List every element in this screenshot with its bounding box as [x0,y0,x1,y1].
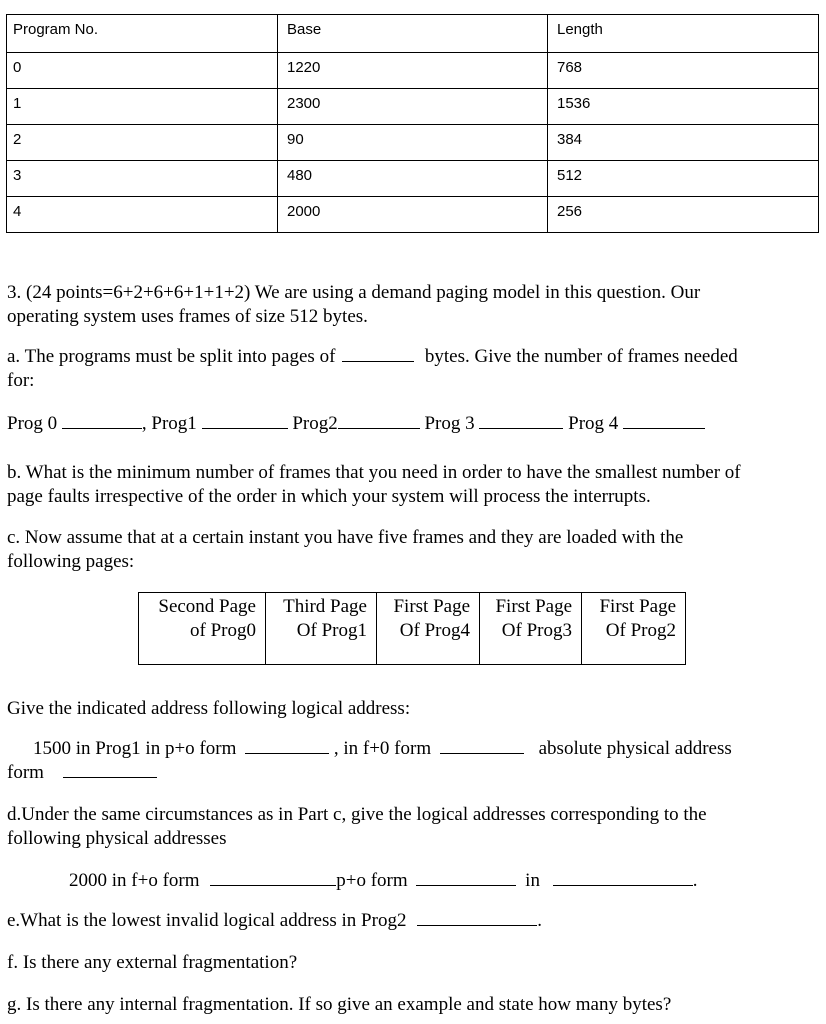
table-header-row [7,15,819,53]
part-a-line1 [7,346,738,368]
part-a-line2: for: [7,370,35,391]
addr-1500-label: 1500 in Prog1 in p+o form [33,738,237,759]
prog0-label: Prog 0 [7,413,58,434]
header-base: Base [278,15,548,53]
f0-form-blank[interactable] [440,753,524,754]
table-row [7,197,819,233]
d-in-blank[interactable] [553,885,693,886]
frame-cell: Third Page Of Prog1 [266,593,377,665]
length-cell: 768 [548,53,819,89]
question-intro-line2: operating system uses frames of size 512 bytes. [7,306,368,327]
base-cell: 480 [278,161,548,197]
table-row [7,161,819,197]
length-cell: 1536 [548,89,819,125]
e-label: e.What is the lowest invalid logical address in Prog2 [7,910,407,931]
prog4-blank[interactable] [623,428,705,429]
program-table [6,14,819,233]
frame-cell: First Page Of Prog2 [582,593,686,665]
frames-row [139,593,686,665]
e-dot: . [537,910,542,931]
addr-f0-label: , in f+0 form [333,738,432,759]
header-length: Length [548,15,819,53]
header-program-no: Program No. [7,15,278,53]
part-b-line1: b. What is the minimum number of frames that you need in order to have the smallest number of [7,462,741,483]
prog2-label: Prog2 [292,413,338,434]
e-blank[interactable] [417,925,537,926]
part-d-line1: d.Under the same circumstances as in Part c, give the logical addresses corresponding to the [7,804,707,825]
prog3-label: Prog 3 [424,413,475,434]
part-d-2000-line [69,870,697,892]
base-cell: 90 [278,125,548,161]
prog1-blank[interactable] [202,428,288,429]
physical-address-blank[interactable] [63,777,157,778]
part-f-line: f. Is there any external fragmentation? [7,952,298,973]
table-row [7,53,819,89]
part-b-line2: page faults irrespective of the order in which your system will process the interrupts. [7,486,651,507]
d-2000-label: 2000 in f+o form [69,870,200,891]
addr-form-label: form [7,762,44,783]
length-cell: 256 [548,197,819,233]
d-po-label: p+o form [336,870,408,891]
table-row [7,89,819,125]
address-form-line [7,762,157,784]
length-cell: 512 [548,161,819,197]
d-po-blank[interactable] [416,885,516,886]
table-row [7,125,819,161]
frame-cell: First Page Of Prog4 [377,593,480,665]
part-a-text-start: a. The programs must be split into pages of [7,346,336,367]
address-1500-line [33,738,732,760]
frame-cell: First Page Of Prog3 [480,593,582,665]
give-address-line: Give the indicated address following logical address: [7,698,411,719]
prog2-blank[interactable] [338,428,420,429]
addr-abs-label: absolute physical address [538,738,732,759]
base-cell: 1220 [278,53,548,89]
prog3-blank[interactable] [479,428,563,429]
program-no-cell: 4 [7,197,278,233]
d-in-label: in [525,870,540,891]
base-cell: 2000 [278,197,548,233]
po-form-blank[interactable] [245,753,329,754]
question-intro-line1: 3. (24 points=6+2+6+6+1+1+2) We are using a demand paging model in this question. Our [7,282,701,303]
prog4-label: Prog 4 [568,413,619,434]
prog0-blank[interactable] [62,428,142,429]
part-d-line2: following physical addresses [7,828,227,849]
program-no-cell: 3 [7,161,278,197]
length-cell: 384 [548,125,819,161]
frames-needed-row [7,413,705,435]
part-c-line1: c. Now assume that at a certain instant you have five frames and they are loaded with the [7,527,684,548]
frame-cell: Second Page of Prog0 [158,596,256,641]
part-g-line: g. Is there any internal fragmentation. If so give an example and state how many bytes? [7,994,672,1015]
program-no-cell: 2 [7,125,278,161]
page-size-blank[interactable] [342,361,414,362]
prog1-label: , Prog1 [141,413,197,434]
frames-table [138,592,686,665]
part-e-line [7,910,542,932]
d-fo-blank[interactable] [210,885,336,886]
part-c-line2: following pages: [7,551,135,572]
program-no-cell: 1 [7,89,278,125]
program-no-cell: 0 [7,53,278,89]
d-dot: . [692,870,698,891]
part-a-text-end: bytes. Give the number of frames needed [424,346,738,367]
base-cell: 2300 [278,89,548,125]
